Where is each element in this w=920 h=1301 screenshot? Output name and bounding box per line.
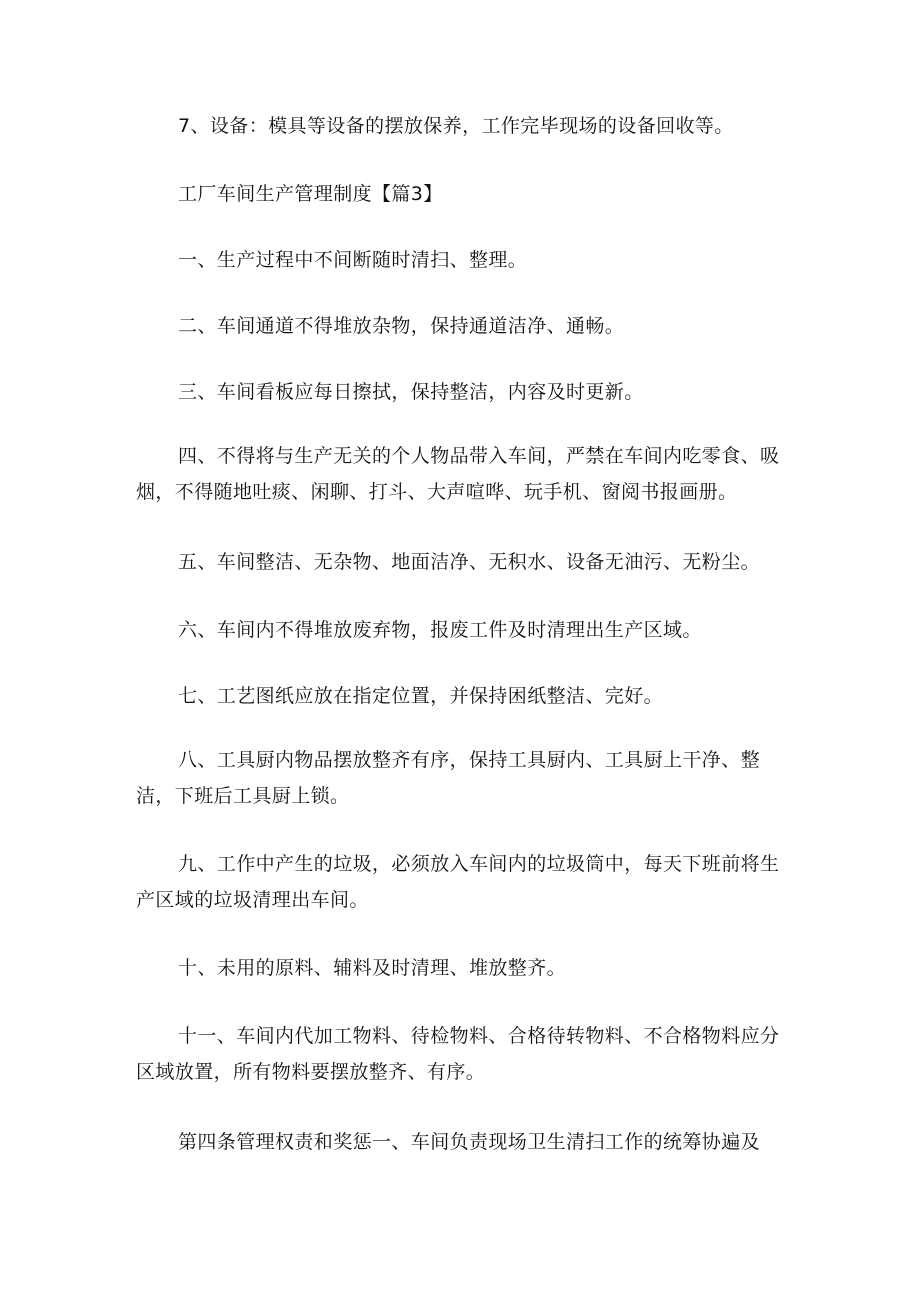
paragraph-item-2: 二、车间通道不得堆放杂物，保持通道洁净、通畅。 bbox=[178, 315, 625, 337]
paragraph-item-4: 四、不得将与生产无关的个人物品带入车间，严禁在车间内吃零食、吸烟，不得随地吐痰、闲聊、打斗、大声喧哗、玩手机、窗阅书报画册。 bbox=[136, 445, 780, 503]
paragraph-item-3: 三、车间看板应每日擦拭，保持整洁，内容及时更新。 bbox=[178, 381, 644, 403]
paragraph-article-4: 第四条管理权责和奖惩一、车间负责现场卫生清扫工作的统筹协遍及 bbox=[178, 1131, 761, 1153]
section-heading: 工厂车间生产管理制度【篇3】 bbox=[178, 183, 443, 205]
paragraph-item-11: 十一、车间内代加工物料、待检物料、合格待转物料、不合格物料应分区域放置，所有物料要摆放整齐、有序。 bbox=[136, 1025, 780, 1083]
paragraph-item-8: 八、工具厨内物品摆放整齐有序，保持工具厨内、工具厨上干净、整洁，下班后工具厨上锁。 bbox=[136, 749, 761, 807]
paragraph-item-9: 九、工作中产生的垃圾，必须放入车间内的垃圾筒中，每天下班前将生产区域的垃圾清理出车间。 bbox=[136, 853, 780, 911]
paragraph-item-5: 五、车间整洁、无杂物、地面洁净、无积水、设备无油污、无粉尘。 bbox=[178, 551, 761, 573]
paragraph-item-10: 十、未用的原料、辅料及时清理、堆放整齐。 bbox=[178, 957, 567, 979]
paragraph-item-6: 六、车间内不得堆放废弃物，报废工件及时清理出生产区域。 bbox=[178, 619, 702, 641]
paragraph-item-7: 七、工艺图纸应放在指定位置，并保持困纸整洁、完好。 bbox=[178, 685, 664, 707]
paragraph-item-1: 一、生产过程中不间断随时清扫、整理。 bbox=[178, 249, 528, 271]
paragraph-equipment: 7、设备：模具等设备的摆放保养，工作完毕现场的设备回收等。 bbox=[178, 115, 734, 137]
